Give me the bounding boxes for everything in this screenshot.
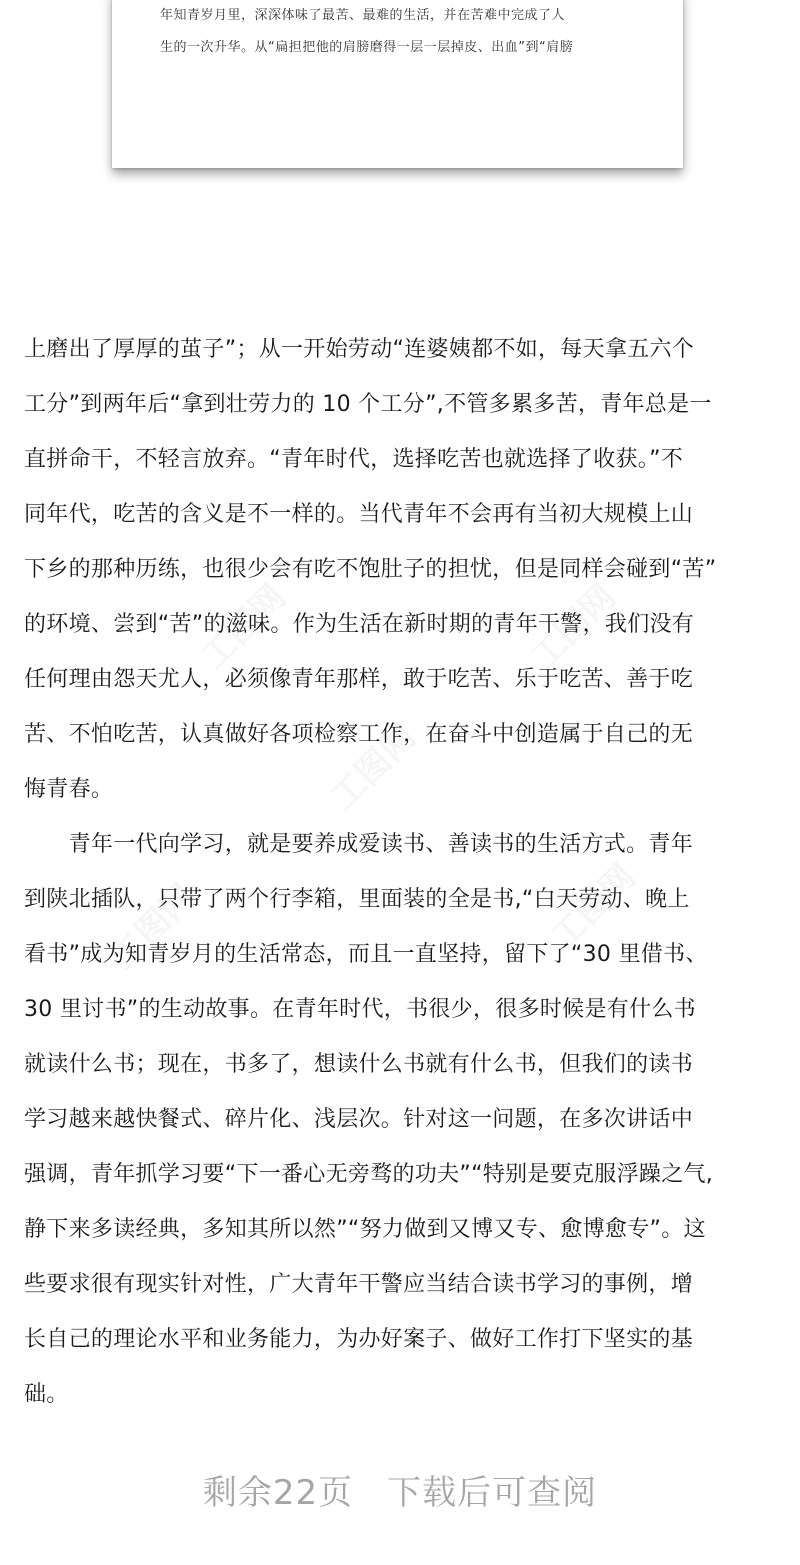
text-line: 础。 bbox=[24, 1382, 69, 1407]
text-line: 些要求很有现实针对性，广大青年干警应当结合读书学习的事例，增 bbox=[24, 1272, 694, 1297]
text-line: 到陕北插队，只带了两个行李箱，里面装的全是书,“白天劳动、晚上 bbox=[24, 887, 690, 912]
text-line: 上磨出了厚厚的茧子”；从一开始劳动“连婆姨都不如，每天拿五六个 bbox=[24, 337, 695, 362]
watermark-logo: 工图网 bbox=[543, 856, 644, 958]
preview-line: 年知青岁月里，深深体味了最苦、最难的生活，并在苦难中完成了人 bbox=[160, 8, 566, 23]
text-line: 的环境、尝到“苦”的滋味。作为生活在新时期的青年干警，我们没有 bbox=[24, 612, 695, 637]
remaining-pages-label: 剩余22页 bbox=[202, 1473, 354, 1513]
watermark-logo: 工图网 bbox=[523, 576, 624, 678]
watermark-logo: 工图网 bbox=[103, 876, 204, 978]
text-line: 强调，青年抓学习要“下一番心无旁骛的功夫”“特别是要克服浮躁之气, bbox=[24, 1162, 714, 1187]
watermark-logo: 工图网 bbox=[193, 576, 294, 678]
text-line: 30 里讨书”的生动故事。在青年时代，书很少，很多时候是有什么书 bbox=[24, 997, 696, 1022]
page-preview-card bbox=[112, 0, 683, 168]
text-line: 任何理由怨天尤人，必须像青年那样，敢于吃苦、乐于吃苦、善于吃 bbox=[24, 667, 694, 692]
text-line: 同年代，吃苦的含义是不一样的。当代青年不会再有当初大规模上山 bbox=[24, 502, 694, 527]
text-line: 直拼命干，不轻言放弃。“青年时代，选择吃苦也就选择了收获。”不 bbox=[24, 447, 684, 472]
text-line: 学习越来越快餐式、碎片化、浅层次。针对这一问题，在多次讲话中 bbox=[24, 1107, 694, 1132]
text-line: 就读什么书；现在，书多了，想读什么书就有什么书，但我们的读书 bbox=[24, 1052, 694, 1077]
preview-line: 生的一次升华。从“扁担把他的肩膀磨得一层一层掉皮、出血”到“肩膀 bbox=[160, 40, 574, 55]
text-line: 青年一代向学习，就是要养成爱读书、善读书的生活方式。青年 bbox=[24, 832, 694, 857]
download-prompt[interactable] bbox=[0, 1465, 800, 1514]
download-to-view-label[interactable]: 下载后可查阅 bbox=[387, 1473, 598, 1513]
text-line: 看书”成为知青岁月的生活常态，而且一直坚持，留下了“30 里借书、 bbox=[24, 942, 708, 967]
text-line: 苦、不怕吃苦，认真做好各项检察工作，在奋斗中创造属于自己的无 bbox=[24, 722, 694, 747]
text-line: 工分”到两年后“拿到壮劳力的 10 个工分”,不管多累多苦，青年总是一 bbox=[24, 392, 712, 417]
text-line: 静下来多读经典，多知其所以然”“努力做到又博又专、愈博愈专”。这 bbox=[24, 1217, 706, 1242]
text-line: 悔青春。 bbox=[24, 777, 114, 802]
watermark-logo: 工图网 bbox=[323, 716, 424, 818]
text-line: 下乡的那种历练，也很少会有吃不饱肚子的担忧，但是同样会碰到“苦” bbox=[24, 557, 717, 582]
text-line: 长自己的理论水平和业务能力，为办好案子、做好工作打下坚实的基 bbox=[24, 1327, 694, 1352]
